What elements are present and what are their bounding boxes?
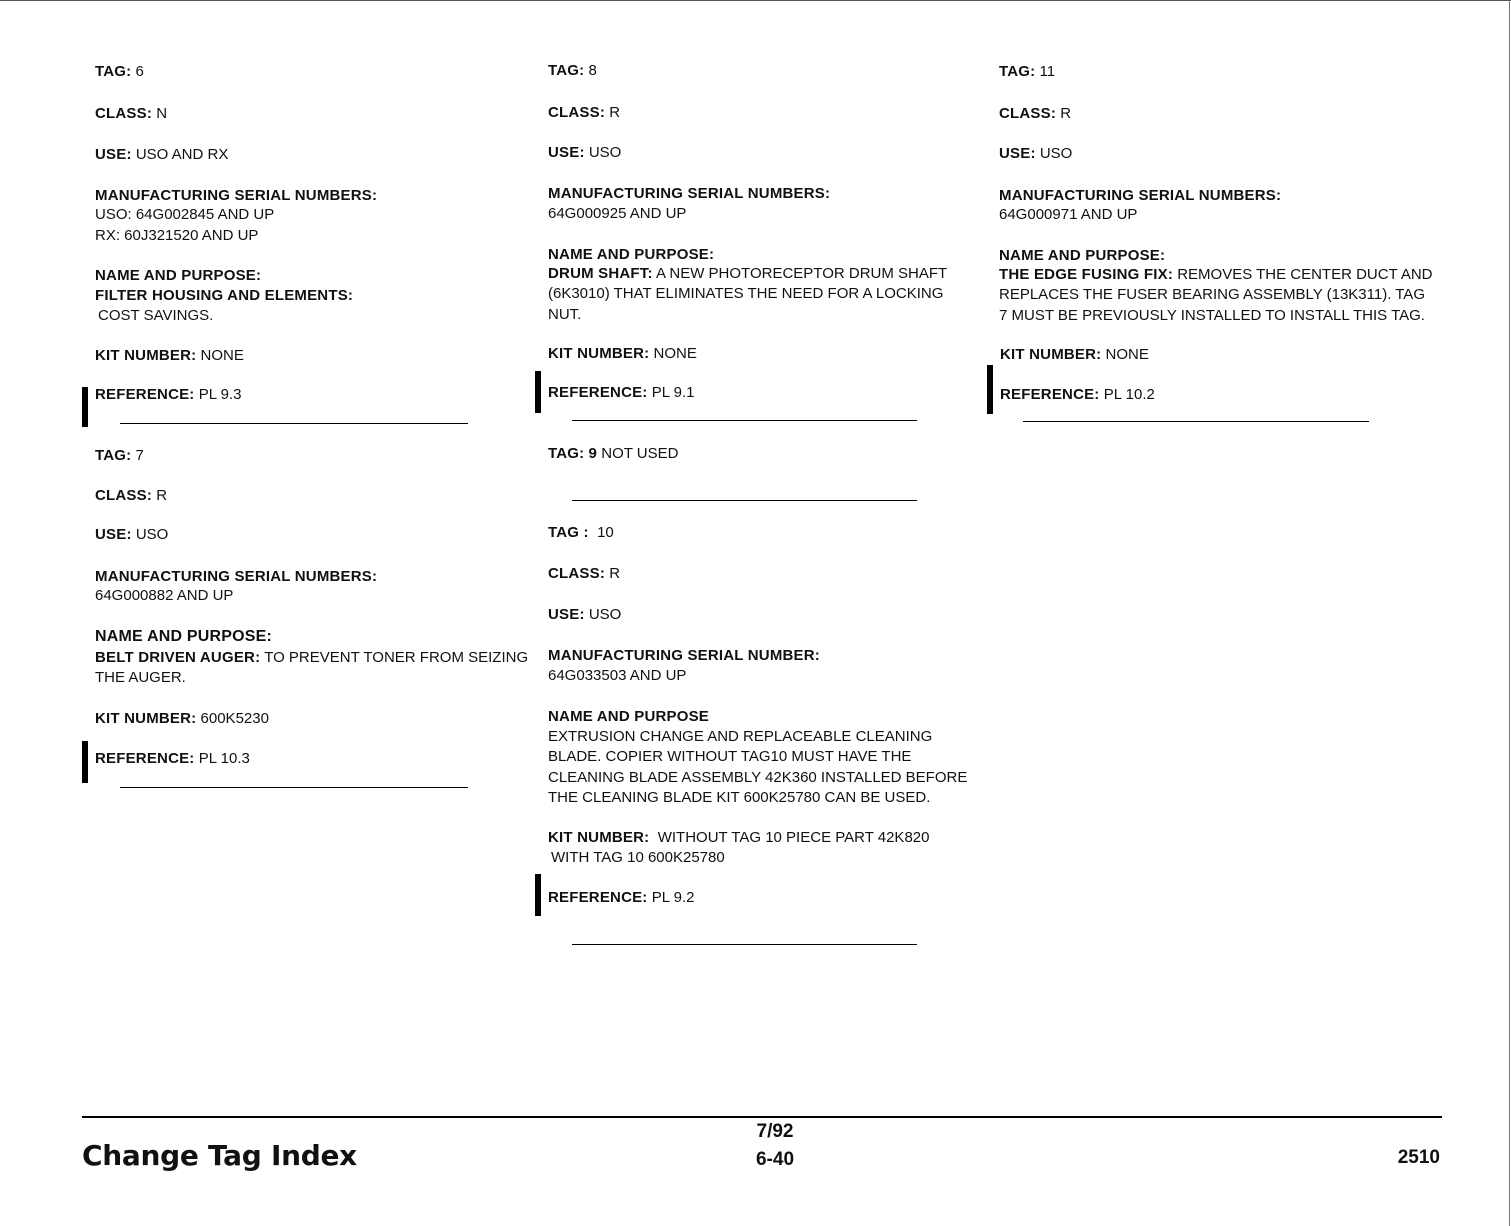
name-purpose-text: BLADE. COPIER WITHOUT TAG10 MUST HAVE THE [548,748,912,765]
right-border [1509,0,1510,1226]
serial-value: USO: 64G002845 AND UP [95,206,275,223]
kit-line: KIT NUMBER: 600K5230 [95,710,269,727]
footer-title: Change Tag Index [82,1139,357,1172]
name-purpose-label: NAME AND PURPOSE [548,708,709,725]
separator-line [572,500,917,501]
separator-line [572,420,917,421]
serial-value: 64G000925 AND UP [548,205,687,222]
tag-line: TAG: 7 [95,447,144,464]
use-line: USE: USO AND RX [95,146,229,163]
use-line: USE: USO [95,526,169,543]
name-purpose-label: NAME AND PURPOSE: [999,247,1166,264]
serial-value: 64G000971 AND UP [999,206,1138,223]
tag-line: TAG: 9 NOT USED [548,445,679,462]
serial-label: MANUFACTURING SERIAL NUMBERS: [548,185,831,202]
kit-line: KIT NUMBER: NONE [548,345,697,362]
serial-label: MANUFACTURING SERIAL NUMBERS: [95,568,378,585]
use-line: USE: USO [999,145,1073,162]
name-purpose-text: NUT. [548,306,582,323]
footer-page-number: 6-40 [755,1149,795,1170]
separator-line [1023,421,1369,422]
name-purpose-text: REPLACES THE FUSER BEARING ASSEMBLY (13K311). TAG [999,286,1425,303]
kit-line: KIT NUMBER: NONE [1000,346,1149,363]
name-purpose-line: THE EDGE FUSING FIX: REMOVES THE CENTER DUCT AND [999,266,1433,283]
tag-line: TAG : 10 [548,524,614,541]
name-purpose-text: COST SAVINGS. [98,307,214,324]
name-purpose-text: (6K3010) THAT ELIMINATES THE NEED FOR A LOCKING [548,285,944,302]
name-purpose-label: NAME AND PURPOSE: [548,246,715,263]
serial-label: MANUFACTURING SERIAL NUMBERS: [95,187,378,204]
kit-line: KIT NUMBER: NONE [95,347,244,364]
use-line: USE: USO [548,144,622,161]
change-bar [535,371,541,413]
footer-rule [82,1116,1442,1118]
reference-line: REFERENCE: PL 9.1 [548,384,695,401]
kit-value-2: WITH TAG 10 600K25780 [551,849,725,866]
separator-line [572,944,917,945]
name-purpose-text: EXTRUSION CHANGE AND REPLACEABLE CLEANING [548,728,933,745]
serial-value: 64G033503 AND UP [548,667,687,684]
separator-line [120,423,468,424]
class-line: CLASS: R [95,487,168,504]
change-bar [987,365,993,414]
name-purpose-title: FILTER HOUSING AND ELEMENTS: [95,287,354,304]
reference-line: REFERENCE: PL 9.2 [548,889,695,906]
name-purpose-label: NAME AND PURPOSE: [95,267,262,284]
change-bar [82,387,88,427]
name-purpose-text: CLEANING BLADE ASSEMBLY 42K360 INSTALLED BEFORE [548,769,968,786]
class-line: CLASS: R [999,105,1072,122]
class-line: CLASS: R [548,104,621,121]
use-line: USE: USO [548,606,622,623]
top-border [0,0,1511,1]
tag-line: TAG: 6 [95,63,144,80]
serial-value: 64G000882 AND UP [95,587,234,604]
serial-label: MANUFACTURING SERIAL NUMBERS: [999,187,1282,204]
name-purpose-text: THE AUGER. [95,669,186,686]
tag-line: TAG: 11 [999,63,1056,80]
class-line: CLASS: N [95,105,168,122]
reference-line: REFERENCE: PL 10.2 [1000,386,1155,403]
class-line: CLASS: R [548,565,621,582]
footer-date: 7/92 [756,1121,794,1142]
footer-doc-number: 2510 [1397,1147,1440,1168]
reference-line: REFERENCE: PL 10.3 [95,750,250,767]
name-purpose-text: THE CLEANING BLADE KIT 600K25780 CAN BE USED. [548,789,931,806]
change-bar [82,741,88,783]
reference-line: REFERENCE: PL 9.3 [95,386,242,403]
name-purpose-line: DRUM SHAFT: A NEW PHOTORECEPTOR DRUM SHAFT [548,265,948,282]
change-bar [535,874,541,916]
tag-line: TAG: 8 [548,62,597,79]
serial-value: RX: 60J321520 AND UP [95,227,259,244]
kit-line: KIT NUMBER: WITHOUT TAG 10 PIECE PART 42K820 [548,829,930,846]
name-purpose-label: NAME AND PURPOSE: [95,628,273,645]
serial-label: MANUFACTURING SERIAL NUMBER: [548,647,820,664]
separator-line [120,787,468,788]
name-purpose-line: BELT DRIVEN AUGER: TO PREVENT TONER FROM SEIZING [95,649,529,666]
name-purpose-text: 7 MUST BE PREVIOUSLY INSTALLED TO INSTALL THIS TAG. [999,307,1425,324]
